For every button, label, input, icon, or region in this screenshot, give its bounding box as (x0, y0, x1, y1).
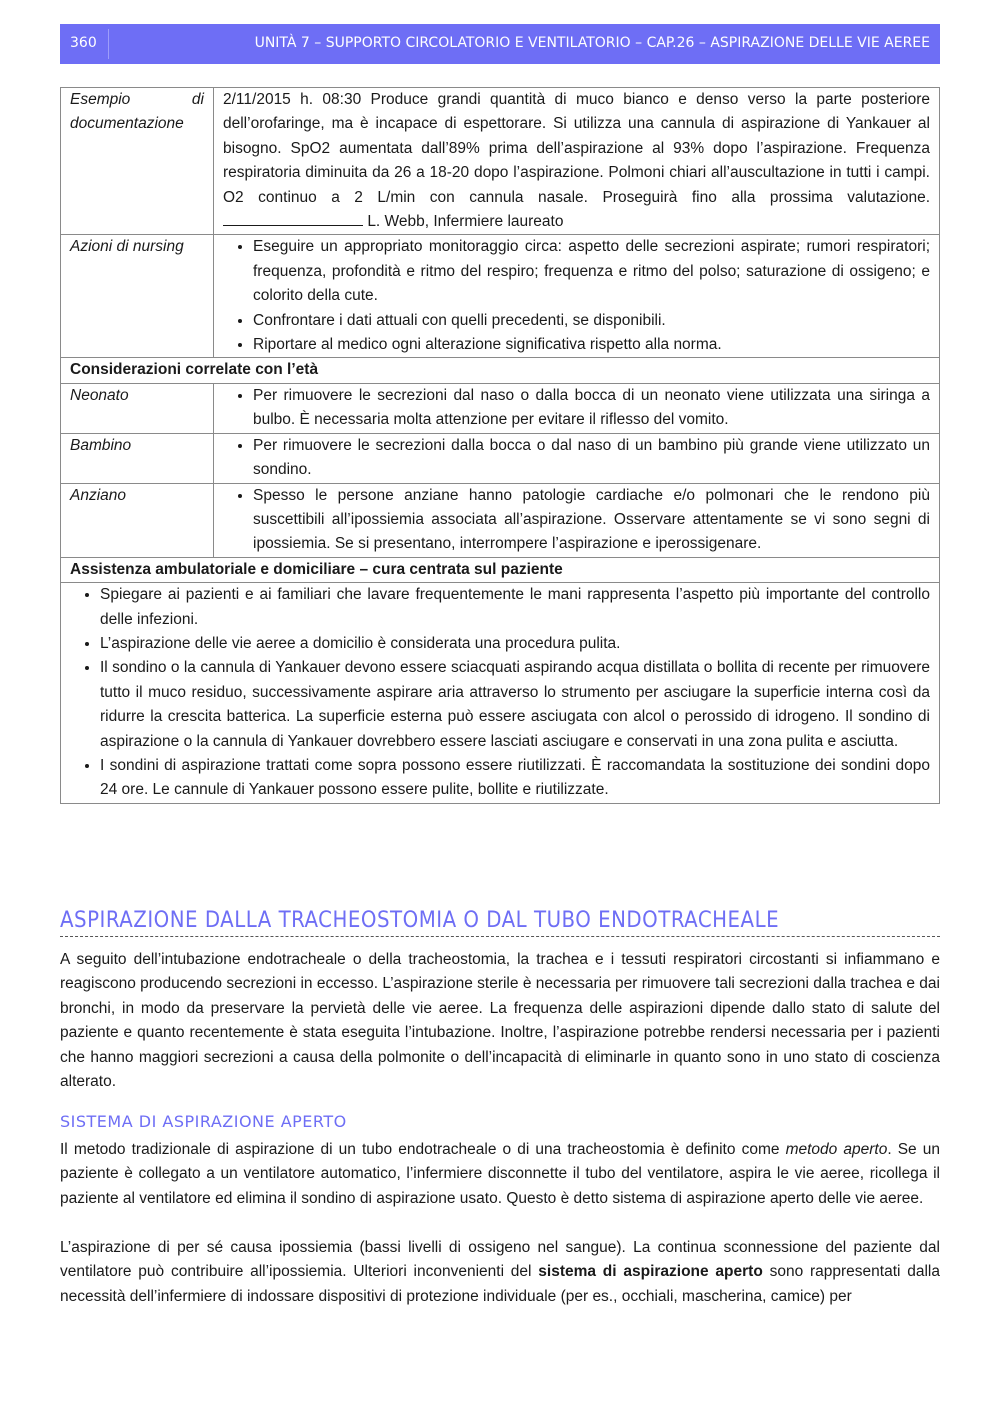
documentation-signature: L. Webb, Infermiere laureato (367, 213, 564, 231)
header-divider (108, 29, 109, 59)
nursing-list (223, 235, 930, 357)
signature-line (223, 211, 363, 226)
list-item: • Spiegare ai pazienti e ai familiari che lavare frequentemente le mani rappresenta l’aspetto più importante del controllo delle infezioni. (100, 583, 930, 632)
procedure-table (60, 87, 940, 804)
list-item: • Riportare al medico ogni alterazione significativa rispetto alla norma. (253, 333, 930, 357)
documentation-body: 2/11/2015 h. 08:30 Produce grandi quantità di muco bianco e denso verso la parte posteriore dell’orofaringe, ma è incapace di espettorare. Si utilizza una cannula di aspirazione di Yankauer al bisogno. SpO2 aumentata dall’89% prima dell’aspirazione al 93% dopo l’aspirazione. Frequenza respiratoria diminuita da 26 a 18-20 dopo l’aspirazione. Polmoni chiari all’auscultazione in tutti i campi. O2 continuo a 2 L/min con cannula nasale. Proseguirà fino alla prossima valutazione. (223, 91, 930, 206)
documentation-text (214, 88, 940, 235)
table-row (61, 88, 940, 235)
documentation-label: Esempio di documentazione (61, 88, 214, 235)
age-row-text (214, 483, 940, 557)
section-heading: ASPIRAZIONE DALLA TRACHEOSTOMIA O DAL TUBO ENDOTRACHEALE (60, 908, 940, 937)
list-item: • Per rimuovere le secrezioni dal naso o dalla bocca di un neonato viene utilizzata una siringa a bulbo. È necessaria molta attenzione per evitare il riflesso del vomito. (253, 384, 930, 433)
age-section-title: Considerazioni correlate con l’età (61, 358, 940, 383)
age-row-label: Bambino (61, 433, 214, 483)
running-title: UNITÀ 7 – SUPPORTO CIRCOLATORIO E VENTILATORIO – CAP.26 – ASPIRAZIONE DELLE VIE AEREE (254, 35, 930, 51)
subsection-paragraph-2 (60, 1236, 940, 1309)
table-row (61, 557, 940, 582)
p2-text-b: sono rappresentati dalla necessità dell’infermiere di indossare dispositivi di protezione individuale (per es., occhiali, mascherina, camice) per (60, 1263, 940, 1305)
nursing-actions (214, 235, 940, 358)
age-row-label: Neonato (61, 383, 214, 433)
subsection-paragraph-1 (60, 1138, 940, 1211)
age-row-text (214, 433, 940, 483)
section-paragraph: A seguito dell’intubazione endotracheale o della tracheostomia, la trachea e i tessuti respiratori circostanti si infiammano e reagiscono producendo secrezioni in eccesso. L’aspirazione sterile è necessaria per rimuovere tali secrezioni dalla trachea e dai bronchi, in modo da preservare la pervietà delle vie aeree. La frequenza delle aspirazioni dipende dallo stato di salute del paziente e quanto recentemente è stata eseguita l’intubazione. Inoltre, l’aspirazione potrebbe rendersi necessaria per i pazienti che hanno maggiori secrezioni a causa della polmonite o dell’incapacità di eliminarle in quanto sono in uno stato di coscienza alterato. (60, 951, 940, 1091)
list-item: • I sondini di aspirazione trattati come sopra possono essere riutilizzati. È raccomandata la sostituzione dei sondini dopo 24 ore. Le cannule di Yankauer possono essere pulite, bollite e riutilizzate. (100, 754, 930, 803)
p2-text-a: L’aspirazione di per sé causa ipossiemia (bassi livelli di ossigeno nel sangue). La continua sconnessione del paziente dal ventilatore può contribuire all’ipossiemia. Ulteriori inconvenienti del (60, 1239, 940, 1281)
p1-text-a: Il metodo tradizionale di aspirazione di un tubo endotracheale o di una tracheostomia è definito come (60, 1141, 786, 1158)
home-section-title: Assistenza ambulatoriale e domiciliare – cura centrata sul paziente (61, 557, 940, 582)
page-header (60, 24, 940, 64)
age-row-label: Anziano (61, 483, 214, 557)
subsection-heading: SISTEMA DI ASPIRAZIONE APERTO (60, 1112, 347, 1131)
table-row (61, 433, 940, 483)
p1-text-b: . Se un paziente è collegato a un ventilatore automatico, l’infermiere disconnette il tubo del ventilatore, aspira le vie aeree, ricollega il paziente al ventilatore ed elimina il sondino di aspirazione usato. Questo è detto sistema di aspirazione aperto delle vie aeree. (60, 1141, 941, 1207)
list-item: • Il sondino o la cannula di Yankauer devono essere sciacquati aspirando acqua distillata o bollita di recente per rimuovere tutto il muco residuo, successivamente aspirare aria attraverso lo strumento per asciugare la superficie interna così da ridurre la crescita batterica. La superficie esterna può essere asciugata con alcol o perossido di idrogeno. Il sondino di aspirazione o la cannula di Yankauer dovrebbero essere lasciati asciugare e conservati in una zona pulita e asciutta. (100, 656, 930, 754)
table-row (61, 235, 940, 358)
page-number: 360 (70, 35, 97, 51)
table-row (61, 358, 940, 383)
list-item: • L’aspirazione delle vie aeree a domicilio è considerata una procedura pulita. (100, 632, 930, 656)
table-row (61, 483, 940, 557)
p1-italic-term: metodo aperto (785, 1141, 888, 1158)
table-row (61, 383, 940, 433)
list-item: • Eseguire un appropriato monitoraggio circa: aspetto delle secrezioni aspirate; rumori respiratori; frequenza, profondità e ritmo del respiro; frequenza e ritmo del polso; saturazione di ossigeno; e colorito della cute. (253, 235, 930, 308)
age-row-text (214, 383, 940, 433)
list-item: • Confrontare i dati attuali con quelli precedenti, se disponibili. (253, 309, 930, 333)
p2-bold-term: sistema di aspirazione aperto (538, 1263, 763, 1281)
home-list (70, 583, 930, 803)
home-section-body (61, 583, 940, 804)
nursing-label: Azioni di nursing (61, 235, 214, 358)
list-item: • Per rimuovere le secrezioni dalla bocca o dal naso di un bambino più grande viene utilizzato un sondino. (253, 434, 930, 483)
list-item: • Spesso le persone anziane hanno patologie cardiache e/o polmonari che le rendono più suscettibili all’ipossiemia associata all’aspirazione. Osservare attentamente se vi sono segni di ipossiemia. Se si presentano, interrompere l’aspirazione e iperossigenare. (253, 484, 930, 557)
table-row (61, 583, 940, 804)
